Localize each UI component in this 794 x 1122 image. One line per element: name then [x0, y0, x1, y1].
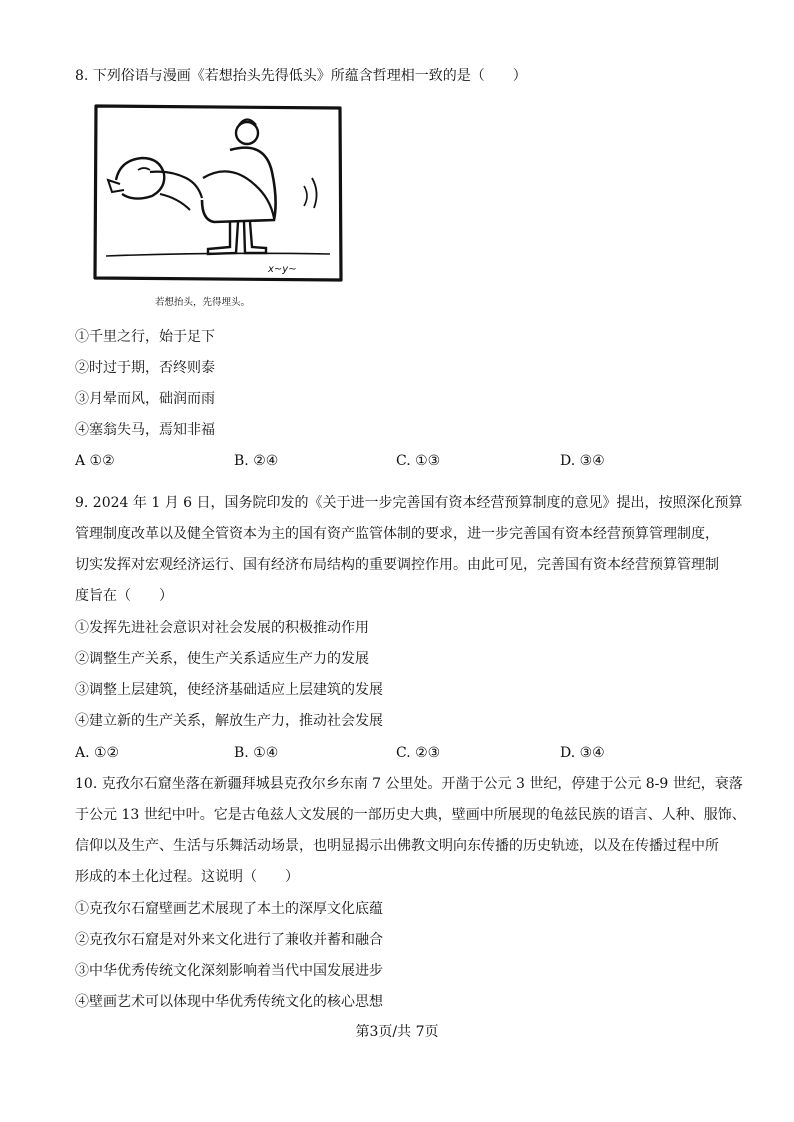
q9-stem-line-2: 管理制度改革以及健全管资本为主的国有资产监管体制的要求，进一步完善国有资本经营预算管理制度，: [75, 526, 719, 542]
q10-statement-2: ②克孜尔石窟是对外来文化进行了兼收并蓄和融合: [75, 932, 383, 948]
q8-statement-4: ④塞翁失马，焉知非福: [75, 422, 215, 438]
q9-stem-line-4: 度旨在（ ）: [75, 588, 173, 604]
q9-statement-4: ④建立新的生产关系，解放生产力，推动社会发展: [75, 713, 383, 729]
q9-statement-1: ①发挥先进社会意识对社会发展的积极推动作用: [75, 620, 369, 636]
q9-statement-3: ③调整上层建筑，使经济基础适应上层建筑的发展: [75, 682, 383, 698]
q8-stem: 8. 下列俗语与漫画《若想抬头先得低头》所蕴含哲理相一致的是（ ）: [75, 68, 527, 84]
cartoon-image: [90, 100, 346, 286]
q8-option-d: D. ③④: [560, 453, 605, 469]
q8-option-a: A ①②: [75, 453, 115, 469]
q8-statement-2: ②时过于期，否终则泰: [75, 360, 215, 376]
q9-option-c: C. ②③: [396, 745, 441, 761]
q9-option-a: A. ①②: [75, 745, 120, 761]
q9-stem-line-3: 切实发挥对宏观经济运行、国有经济布局结构的重要调控作用。由此可见，完善国有资本经营预算管理制: [75, 557, 719, 573]
q10-statement-3: ③中华优秀传统文化深刻影响着当代中国发展进步: [75, 963, 383, 979]
q8-option-b: B. ②④: [234, 453, 279, 469]
q10-stem-line-1: 10. 克孜尔石窟坐落在新疆拜城县克孜尔乡东南 7 公里处。开凿于公元 3 世纪，停建于公元 8-9 世纪，衰落: [75, 776, 743, 792]
q10-stem-line-4: 形成的本土化过程。这说明（ ）: [75, 869, 299, 885]
cartoon-signature: x~y~: [268, 264, 297, 275]
q10-statement-4: ④壁画艺术可以体现中华优秀传统文化的核心思想: [75, 994, 383, 1010]
q8-statement-1: ①千里之行，始于足下: [75, 329, 215, 345]
q8-option-c: C. ①③: [396, 453, 441, 469]
q10-stem-line-3: 信仰以及生产、生活与乐舞活动场景，也明显揭示出佛教文明向东传播的历史轨迹，以及在传播过程中所: [75, 838, 719, 854]
q10-statement-1: ①克孜尔石窟壁画艺术展现了本土的深厚文化底蕴: [75, 901, 383, 917]
q8-statement-3: ③月晕而风，础润而雨: [75, 391, 215, 407]
page-footer: 第3页/共 7页: [355, 1024, 439, 1040]
q10-stem-line-2: 于公元 13 世纪中叶。它是古龟兹人文发展的一部历史大典，壁画中所展现的龟兹民族的语言、人种、服饰、: [75, 807, 746, 823]
q9-statement-2: ②调整生产关系，使生产关系适应生产力的发展: [75, 651, 369, 667]
q9-option-b: B. ①④: [234, 745, 279, 761]
q9-option-d: D. ③④: [560, 745, 605, 761]
q9-stem-line-1: 9. 2024 年 1 月 6 日，国务院印发的《关于进一步完善国有资本经营预算制度的意见》提出，按照深化预算: [75, 495, 743, 511]
cartoon-caption: 若想抬头，先得埋头。: [155, 297, 251, 308]
